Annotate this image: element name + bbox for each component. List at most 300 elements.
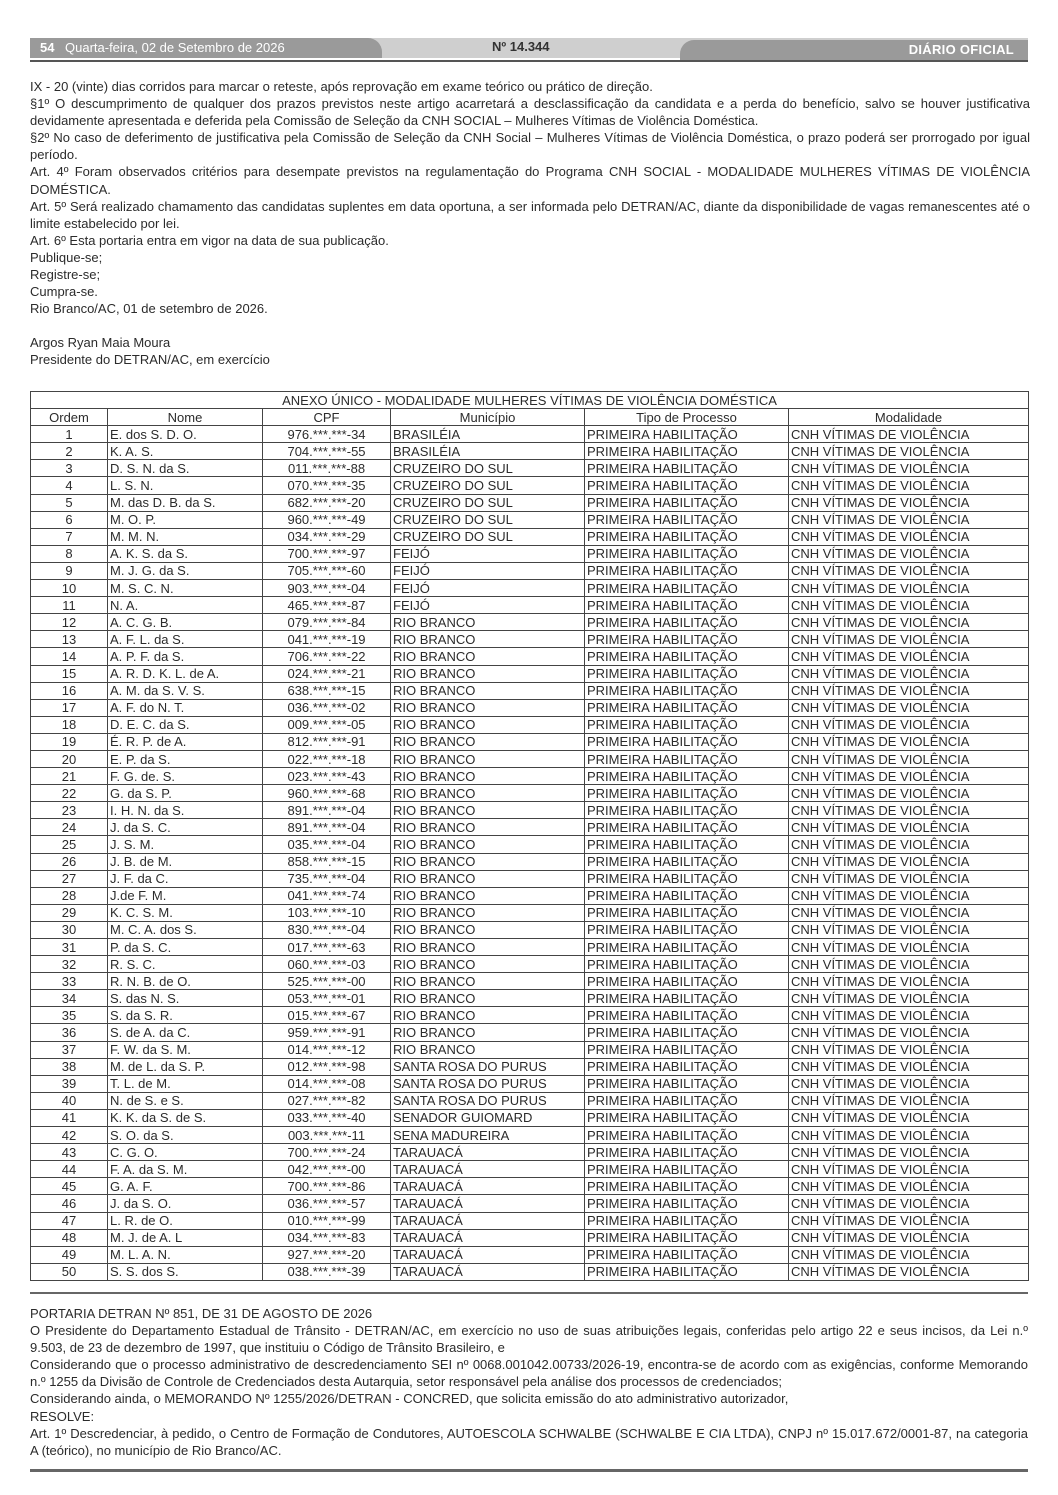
- cell-tipo-processo: PRIMEIRA HABILITAÇÃO: [585, 750, 789, 767]
- cell-municipio: FEIJÓ: [391, 580, 585, 597]
- cell-cpf: 014.***.***-08: [263, 1075, 391, 1092]
- cell-municipio: BRASILÉIA: [391, 426, 585, 443]
- cell-municipio: RIO BRANCO: [391, 750, 585, 767]
- cell-ordem: 29: [31, 904, 108, 921]
- table-row: [31, 973, 1029, 990]
- table-row: [31, 477, 1029, 494]
- cell-ordem: 18: [31, 716, 108, 733]
- cell-ordem: 45: [31, 1178, 108, 1195]
- cell-nome: R. N. B. de O.: [108, 973, 263, 990]
- table-row: [31, 1058, 1029, 1075]
- cell-ordem: 21: [31, 768, 108, 785]
- table-row: [31, 785, 1029, 802]
- cell-modalidade: CNH VÍTIMAS DE VIOLÊNCIA: [789, 682, 1029, 699]
- cell-municipio: FEIJÓ: [391, 545, 585, 562]
- cell-tipo-processo: PRIMEIRA HABILITAÇÃO: [585, 1263, 789, 1280]
- cell-modalidade: CNH VÍTIMAS DE VIOLÊNCIA: [789, 528, 1029, 545]
- cell-municipio: SANTA ROSA DO PURUS: [391, 1092, 585, 1109]
- col-header-ordem: Ordem: [31, 409, 108, 426]
- table-row: [31, 1178, 1029, 1195]
- cell-tipo-processo: PRIMEIRA HABILITAÇÃO: [585, 580, 789, 597]
- cell-tipo-processo: PRIMEIRA HABILITAÇÃO: [585, 443, 789, 460]
- cell-nome: A. P. F. da S.: [108, 648, 263, 665]
- cell-cpf: 903.***.***-04: [263, 580, 391, 597]
- cell-nome: G. A. F.: [108, 1178, 263, 1195]
- table-row: [31, 1144, 1029, 1161]
- cell-modalidade: CNH VÍTIMAS DE VIOLÊNCIA: [789, 1041, 1029, 1058]
- cell-modalidade: CNH VÍTIMAS DE VIOLÊNCIA: [789, 870, 1029, 887]
- cell-municipio: CRUZEIRO DO SUL: [391, 528, 585, 545]
- cell-tipo-processo: PRIMEIRA HABILITAÇÃO: [585, 1246, 789, 1263]
- table-row: [31, 1024, 1029, 1041]
- table-row: [31, 631, 1029, 648]
- cell-nome: K. C. S. M.: [108, 904, 263, 921]
- cell-tipo-processo: PRIMEIRA HABILITAÇÃO: [585, 1092, 789, 1109]
- cell-municipio: RIO BRANCO: [391, 699, 585, 716]
- cell-cpf: 700.***.***-86: [263, 1178, 391, 1195]
- cell-tipo-processo: PRIMEIRA HABILITAÇÃO: [585, 426, 789, 443]
- page-number: 54: [40, 40, 55, 55]
- cell-cpf: 705.***.***-60: [263, 562, 391, 579]
- cell-nome: L. R. de O.: [108, 1212, 263, 1229]
- cell-nome: S. S. dos S.: [108, 1263, 263, 1280]
- cell-tipo-processo: PRIMEIRA HABILITAÇÃO: [585, 1195, 789, 1212]
- table-row: [31, 921, 1029, 938]
- cell-nome: S. O. da S.: [108, 1127, 263, 1144]
- cell-municipio: RIO BRANCO: [391, 973, 585, 990]
- table-row: [31, 460, 1029, 477]
- cell-cpf: 036.***.***-57: [263, 1195, 391, 1212]
- cell-modalidade: CNH VÍTIMAS DE VIOLÊNCIA: [789, 733, 1029, 750]
- cell-cpf: 023.***.***-43: [263, 768, 391, 785]
- cell-cpf: 858.***.***-15: [263, 853, 391, 870]
- cell-modalidade: CNH VÍTIMAS DE VIOLÊNCIA: [789, 973, 1029, 990]
- cell-nome: F. W. da S. M.: [108, 1041, 263, 1058]
- table-row: [31, 426, 1029, 443]
- cell-nome: J.de F. M.: [108, 887, 263, 904]
- portaria-section: [30, 1305, 1028, 1459]
- cell-municipio: RIO BRANCO: [391, 956, 585, 973]
- cell-cpf: 027.***.***-82: [263, 1092, 391, 1109]
- cell-tipo-processo: PRIMEIRA HABILITAÇÃO: [585, 699, 789, 716]
- table-row: [31, 1041, 1029, 1058]
- table-row: [31, 836, 1029, 853]
- cell-cpf: 638.***.***-15: [263, 682, 391, 699]
- cell-tipo-processo: PRIMEIRA HABILITAÇÃO: [585, 494, 789, 511]
- table-row: [31, 733, 1029, 750]
- cell-cpf: 891.***.***-04: [263, 802, 391, 819]
- cell-cpf: 010.***.***-99: [263, 1212, 391, 1229]
- cell-modalidade: CNH VÍTIMAS DE VIOLÊNCIA: [789, 768, 1029, 785]
- paragraph-s2: §2º No caso de deferimento de justificativa pela Comissão de Seleção da CNH Social – Mulheres Vítimas de Violência Doméstica, o prazo poderá ser prorrogado por igual período.: [30, 130, 1030, 163]
- cell-modalidade: CNH VÍTIMAS DE VIOLÊNCIA: [789, 1246, 1029, 1263]
- cell-cpf: 011.***.***-88: [263, 460, 391, 477]
- cell-nome: T. L. de M.: [108, 1075, 263, 1092]
- cell-tipo-processo: PRIMEIRA HABILITAÇÃO: [585, 1109, 789, 1126]
- cell-tipo-processo: PRIMEIRA HABILITAÇÃO: [585, 921, 789, 938]
- cell-municipio: BRASILÉIA: [391, 443, 585, 460]
- cell-municipio: RIO BRANCO: [391, 836, 585, 853]
- paragraph-art6: Art. 6º Esta portaria entra em vigor na data de sua publicação.: [30, 232, 389, 248]
- cell-modalidade: CNH VÍTIMAS DE VIOLÊNCIA: [789, 597, 1029, 614]
- cell-cpf: 735.***.***-04: [263, 870, 391, 887]
- portaria-title: PORTARIA DETRAN Nº 851, DE 31 DE AGOSTO DE 2026: [30, 1306, 373, 1321]
- cell-ordem: 48: [31, 1229, 108, 1246]
- cell-municipio: CRUZEIRO DO SUL: [391, 511, 585, 528]
- table-row: [31, 1007, 1029, 1024]
- paragraph-s1: §1º O descumprimento de qualquer dos prazos previstos neste artigo acarretará a desclassificação da candidata e a perda do benefício, salvo se houver justificativa devidamente apresentada e deferida pela Comissão de Seleção da CNH SOCIAL – Mulheres Vítimas de Violência Doméstica.: [30, 96, 1030, 129]
- cell-modalidade: CNH VÍTIMAS DE VIOLÊNCIA: [789, 750, 1029, 767]
- cell-municipio: SANTA ROSA DO PURUS: [391, 1058, 585, 1075]
- cell-modalidade: CNH VÍTIMAS DE VIOLÊNCIA: [789, 460, 1029, 477]
- table-row: [31, 1195, 1029, 1212]
- cell-modalidade: CNH VÍTIMAS DE VIOLÊNCIA: [789, 648, 1029, 665]
- cell-ordem: 36: [31, 1024, 108, 1041]
- cell-cpf: 053.***.***-01: [263, 990, 391, 1007]
- cell-ordem: 27: [31, 870, 108, 887]
- cell-ordem: 13: [31, 631, 108, 648]
- portaria-art1: Art. 1º Descredenciar, à pedido, o Centro de Formação de Condutores, AUTOESCOLA SCHWALBE (SCHWALBE E CIA LTDA), CNPJ nº 15.017.672/0001-87, na categoria A (teórico), no município de Rio Branco/AC.: [30, 1425, 1028, 1458]
- cell-modalidade: CNH VÍTIMAS DE VIOLÊNCIA: [789, 545, 1029, 562]
- cell-nome: A. R. D. K. L. de A.: [108, 665, 263, 682]
- cell-ordem: 40: [31, 1092, 108, 1109]
- cell-tipo-processo: PRIMEIRA HABILITAÇÃO: [585, 1127, 789, 1144]
- cell-municipio: CRUZEIRO DO SUL: [391, 494, 585, 511]
- cell-modalidade: CNH VÍTIMAS DE VIOLÊNCIA: [789, 614, 1029, 631]
- col-header-nome: Nome: [108, 409, 263, 426]
- cell-municipio: RIO BRANCO: [391, 716, 585, 733]
- cell-cpf: 706.***.***-22: [263, 648, 391, 665]
- cell-cpf: 041.***.***-74: [263, 887, 391, 904]
- cell-ordem: 15: [31, 665, 108, 682]
- table-row: [31, 819, 1029, 836]
- cell-ordem: 41: [31, 1109, 108, 1126]
- cell-ordem: 38: [31, 1058, 108, 1075]
- cell-modalidade: CNH VÍTIMAS DE VIOLÊNCIA: [789, 802, 1029, 819]
- cell-modalidade: CNH VÍTIMAS DE VIOLÊNCIA: [789, 1212, 1029, 1229]
- table-row: [31, 1246, 1029, 1263]
- cell-ordem: 30: [31, 921, 108, 938]
- cell-modalidade: CNH VÍTIMAS DE VIOLÊNCIA: [789, 1058, 1029, 1075]
- cell-modalidade: CNH VÍTIMAS DE VIOLÊNCIA: [789, 1195, 1029, 1212]
- cell-tipo-processo: PRIMEIRA HABILITAÇÃO: [585, 1075, 789, 1092]
- col-header-municipio: Município: [391, 409, 585, 426]
- cell-ordem: 28: [31, 887, 108, 904]
- cell-ordem: 10: [31, 580, 108, 597]
- cell-nome: S. da S. R.: [108, 1007, 263, 1024]
- cell-cpf: 103.***.***-10: [263, 904, 391, 921]
- cell-tipo-processo: PRIMEIRA HABILITAÇÃO: [585, 614, 789, 631]
- paragraph-cumpra: Cumpra-se.: [30, 284, 98, 300]
- cell-nome: M. das D. B. da S.: [108, 494, 263, 511]
- cell-municipio: RIO BRANCO: [391, 1024, 585, 1041]
- cell-cpf: 014.***.***-12: [263, 1041, 391, 1058]
- cell-municipio: CRUZEIRO DO SUL: [391, 477, 585, 494]
- cell-nome: G. da S. P.: [108, 785, 263, 802]
- cell-tipo-processo: PRIMEIRA HABILITAÇÃO: [585, 1178, 789, 1195]
- table-row: [31, 1263, 1029, 1280]
- cell-ordem: 6: [31, 511, 108, 528]
- cell-municipio: RIO BRANCO: [391, 1041, 585, 1058]
- cell-nome: A. C. G. B.: [108, 614, 263, 631]
- paragraph-place-date: Rio Branco/AC, 01 de setembro de 2026.: [30, 301, 268, 317]
- cell-nome: P. da S. C.: [108, 939, 263, 956]
- cell-tipo-processo: PRIMEIRA HABILITAÇÃO: [585, 562, 789, 579]
- col-header-modalidade: Modalidade: [789, 409, 1029, 426]
- table-row: [31, 716, 1029, 733]
- cell-municipio: RIO BRANCO: [391, 939, 585, 956]
- cell-nome: A. M. da S. V. S.: [108, 682, 263, 699]
- cell-cpf: 003.***.***-11: [263, 1127, 391, 1144]
- cell-nome: R. S. C.: [108, 956, 263, 973]
- cell-cpf: 041.***.***-19: [263, 631, 391, 648]
- cell-cpf: 682.***.***-20: [263, 494, 391, 511]
- cell-cpf: 700.***.***-24: [263, 1144, 391, 1161]
- cell-nome: E. dos S. D. O.: [108, 426, 263, 443]
- cell-cpf: 960.***.***-68: [263, 785, 391, 802]
- cell-cpf: 525.***.***-00: [263, 973, 391, 990]
- cell-tipo-processo: PRIMEIRA HABILITAÇÃO: [585, 990, 789, 1007]
- cell-municipio: RIO BRANCO: [391, 921, 585, 938]
- cell-modalidade: CNH VÍTIMAS DE VIOLÊNCIA: [789, 1075, 1029, 1092]
- cell-cpf: 012.***.***-98: [263, 1058, 391, 1075]
- cell-cpf: 465.***.***-87: [263, 597, 391, 614]
- cell-nome: J. B. de M.: [108, 853, 263, 870]
- cell-modalidade: CNH VÍTIMAS DE VIOLÊNCIA: [789, 631, 1029, 648]
- cell-cpf: 038.***.***-39: [263, 1263, 391, 1280]
- paragraph-registre: Registre-se;: [30, 267, 101, 283]
- cell-tipo-processo: PRIMEIRA HABILITAÇÃO: [585, 1144, 789, 1161]
- cell-cpf: 035.***.***-04: [263, 836, 391, 853]
- cell-ordem: 1: [31, 426, 108, 443]
- portaria-considerando-1: Considerando que o processo administrativo de descredenciamento SEI nº 0068.001042.00733/2026-19, encontra-se de acordo com as exigências, conforme Memorando n.º 1255 da Divisão de Controle de Credenciados desta Autarquia, setor responsável pela análise dos processos de credenciados;: [30, 1357, 1028, 1390]
- signature-name: Argos Ryan Maia Moura: [30, 335, 171, 351]
- cell-cpf: 704.***.***-55: [263, 443, 391, 460]
- cell-municipio: RIO BRANCO: [391, 853, 585, 870]
- cell-tipo-processo: PRIMEIRA HABILITAÇÃO: [585, 956, 789, 973]
- cell-ordem: 35: [31, 1007, 108, 1024]
- cell-cpf: 036.***.***-02: [263, 699, 391, 716]
- cell-ordem: 5: [31, 494, 108, 511]
- cell-modalidade: CNH VÍTIMAS DE VIOLÊNCIA: [789, 1024, 1029, 1041]
- cell-modalidade: CNH VÍTIMAS DE VIOLÊNCIA: [789, 956, 1029, 973]
- cell-tipo-processo: PRIMEIRA HABILITAÇÃO: [585, 887, 789, 904]
- cell-tipo-processo: PRIMEIRA HABILITAÇÃO: [585, 545, 789, 562]
- cell-municipio: TARAUACÁ: [391, 1144, 585, 1161]
- annex-body: [31, 426, 1029, 1281]
- cell-nome: J. da S. C.: [108, 819, 263, 836]
- table-row: [31, 648, 1029, 665]
- table-row: [31, 511, 1029, 528]
- cell-municipio: TARAUACÁ: [391, 1263, 585, 1280]
- cell-ordem: 37: [31, 1041, 108, 1058]
- signature-role: Presidente do DETRAN/AC, em exercício: [30, 352, 270, 368]
- cell-tipo-processo: PRIMEIRA HABILITAÇÃO: [585, 648, 789, 665]
- table-row: [31, 1161, 1029, 1178]
- table-row: [31, 665, 1029, 682]
- cell-municipio: TARAUACÁ: [391, 1212, 585, 1229]
- cell-municipio: TARAUACÁ: [391, 1195, 585, 1212]
- table-row: [31, 1229, 1029, 1246]
- cell-tipo-processo: PRIMEIRA HABILITAÇÃO: [585, 939, 789, 956]
- cell-modalidade: CNH VÍTIMAS DE VIOLÊNCIA: [789, 939, 1029, 956]
- cell-municipio: RIO BRANCO: [391, 887, 585, 904]
- cell-municipio: FEIJÓ: [391, 562, 585, 579]
- cell-tipo-processo: PRIMEIRA HABILITAÇÃO: [585, 973, 789, 990]
- cell-cpf: 060.***.***-03: [263, 956, 391, 973]
- cell-cpf: 034.***.***-83: [263, 1229, 391, 1246]
- cell-modalidade: CNH VÍTIMAS DE VIOLÊNCIA: [789, 1127, 1029, 1144]
- cell-municipio: RIO BRANCO: [391, 648, 585, 665]
- cell-nome: S. das N. S.: [108, 990, 263, 1007]
- cell-nome: K. K. da S. de S.: [108, 1109, 263, 1126]
- cell-cpf: 830.***.***-04: [263, 921, 391, 938]
- cell-ordem: 20: [31, 750, 108, 767]
- journal-name: DIÁRIO OFICIAL: [908, 42, 1014, 57]
- cell-tipo-processo: PRIMEIRA HABILITAÇÃO: [585, 768, 789, 785]
- cell-modalidade: CNH VÍTIMAS DE VIOLÊNCIA: [789, 887, 1029, 904]
- cell-modalidade: CNH VÍTIMAS DE VIOLÊNCIA: [789, 562, 1029, 579]
- cell-ordem: 46: [31, 1195, 108, 1212]
- cell-cpf: 079.***.***-84: [263, 614, 391, 631]
- cell-nome: M. O. P.: [108, 511, 263, 528]
- cell-ordem: 25: [31, 836, 108, 853]
- cell-ordem: 17: [31, 699, 108, 716]
- cell-cpf: 034.***.***-29: [263, 528, 391, 545]
- portaria-resolve: RESOLVE:: [30, 1408, 95, 1424]
- cell-nome: J. S. M.: [108, 836, 263, 853]
- cell-cpf: 959.***.***-91: [263, 1024, 391, 1041]
- table-row: [31, 750, 1029, 767]
- cell-nome: J. da S. O.: [108, 1195, 263, 1212]
- cell-ordem: 33: [31, 973, 108, 990]
- cell-ordem: 24: [31, 819, 108, 836]
- cell-municipio: RIO BRANCO: [391, 819, 585, 836]
- cell-nome: A. F. do N. T.: [108, 699, 263, 716]
- cell-ordem: 16: [31, 682, 108, 699]
- cell-ordem: 43: [31, 1144, 108, 1161]
- cell-tipo-processo: PRIMEIRA HABILITAÇÃO: [585, 716, 789, 733]
- cell-tipo-processo: PRIMEIRA HABILITAÇÃO: [585, 785, 789, 802]
- cell-tipo-processo: PRIMEIRA HABILITAÇÃO: [585, 1058, 789, 1075]
- cell-cpf: 009.***.***-05: [263, 716, 391, 733]
- cell-ordem: 7: [31, 528, 108, 545]
- cell-municipio: RIO BRANCO: [391, 990, 585, 1007]
- cell-nome: M. J. G. da S.: [108, 562, 263, 579]
- cell-ordem: 9: [31, 562, 108, 579]
- cell-modalidade: CNH VÍTIMAS DE VIOLÊNCIA: [789, 785, 1029, 802]
- cell-municipio: TARAUACÁ: [391, 1246, 585, 1263]
- cell-nome: A. F. L. da S.: [108, 631, 263, 648]
- table-row: [31, 887, 1029, 904]
- cell-ordem: 39: [31, 1075, 108, 1092]
- cell-ordem: 19: [31, 733, 108, 750]
- paragraph-publique: Publique-se;: [30, 249, 103, 265]
- cell-cpf: 927.***.***-20: [263, 1246, 391, 1263]
- table-row: [31, 904, 1029, 921]
- paragraph-art4: Art. 4º Foram observados critérios para desempate previstos na regulamentação do Programa CNH SOCIAL - MODALIDADE MULHERES VÍTIMAS DE VIOLÊNCIA DOMÉSTICA.: [30, 164, 1030, 197]
- table-row: [31, 699, 1029, 716]
- cell-nome: M. M. N.: [108, 528, 263, 545]
- cell-ordem: 47: [31, 1212, 108, 1229]
- header-rule: [30, 60, 1028, 62]
- table-row: [31, 1127, 1029, 1144]
- cell-modalidade: CNH VÍTIMAS DE VIOLÊNCIA: [789, 904, 1029, 921]
- table-row: [31, 990, 1029, 1007]
- cell-nome: J. F. da C.: [108, 870, 263, 887]
- cell-tipo-processo: PRIMEIRA HABILITAÇÃO: [585, 528, 789, 545]
- cell-municipio: RIO BRANCO: [391, 1007, 585, 1024]
- cell-modalidade: CNH VÍTIMAS DE VIOLÊNCIA: [789, 511, 1029, 528]
- cell-cpf: 017.***.***-63: [263, 939, 391, 956]
- table-row: [31, 443, 1029, 460]
- cell-nome: É. R. P. de A.: [108, 733, 263, 750]
- cell-tipo-processo: PRIMEIRA HABILITAÇÃO: [585, 733, 789, 750]
- cell-municipio: RIO BRANCO: [391, 802, 585, 819]
- cell-ordem: 22: [31, 785, 108, 802]
- cell-nome: M. C. A. dos S.: [108, 921, 263, 938]
- table-row: [31, 614, 1029, 631]
- cell-nome: D. S. N. da S.: [108, 460, 263, 477]
- portaria-preamble: O Presidente do Departamento Estadual de Trânsito - DETRAN/AC, em exercício no uso de suas atribuições legais, conferidas pelo artigo 22 e seus incisos, da Lei n.º 9.503, de 23 de dezembro de 1997, que instituiu o Código de Trânsito Brasileiro, e: [30, 1323, 1028, 1356]
- cell-cpf: 042.***.***-00: [263, 1161, 391, 1178]
- cell-modalidade: CNH VÍTIMAS DE VIOLÊNCIA: [789, 1161, 1029, 1178]
- annex-title: ANEXO ÚNICO - MODALIDADE MULHERES VÍTIMAS DE VIOLÊNCIA DOMÉSTICA: [31, 392, 1029, 409]
- cell-nome: N. de S. e S.: [108, 1092, 263, 1109]
- cell-tipo-processo: PRIMEIRA HABILITAÇÃO: [585, 477, 789, 494]
- cell-nome: M. de L. da S. P.: [108, 1058, 263, 1075]
- cell-modalidade: CNH VÍTIMAS DE VIOLÊNCIA: [789, 1092, 1029, 1109]
- cell-cpf: 070.***.***-35: [263, 477, 391, 494]
- cell-nome: F. G. de. S.: [108, 768, 263, 785]
- cell-cpf: 891.***.***-04: [263, 819, 391, 836]
- cell-municipio: RIO BRANCO: [391, 785, 585, 802]
- table-row: [31, 870, 1029, 887]
- cell-ordem: 42: [31, 1127, 108, 1144]
- cell-modalidade: CNH VÍTIMAS DE VIOLÊNCIA: [789, 853, 1029, 870]
- cell-ordem: 23: [31, 802, 108, 819]
- cell-modalidade: CNH VÍTIMAS DE VIOLÊNCIA: [789, 1144, 1029, 1161]
- table-row: [31, 1109, 1029, 1126]
- cell-tipo-processo: PRIMEIRA HABILITAÇÃO: [585, 1007, 789, 1024]
- cell-modalidade: CNH VÍTIMAS DE VIOLÊNCIA: [789, 1109, 1029, 1126]
- cell-tipo-processo: PRIMEIRA HABILITAÇÃO: [585, 1024, 789, 1041]
- cell-municipio: SENADOR GUIOMARD: [391, 1109, 585, 1126]
- cell-municipio: FEIJÓ: [391, 597, 585, 614]
- page-header: [30, 38, 1028, 62]
- cell-municipio: RIO BRANCO: [391, 904, 585, 921]
- annex-table: [30, 391, 1029, 1281]
- top-text: [30, 78, 1030, 369]
- cell-tipo-processo: PRIMEIRA HABILITAÇÃO: [585, 1161, 789, 1178]
- cell-ordem: 50: [31, 1263, 108, 1280]
- cell-cpf: 812.***.***-91: [263, 733, 391, 750]
- cell-tipo-processo: PRIMEIRA HABILITAÇÃO: [585, 819, 789, 836]
- issue-number: Nº 14.344: [492, 39, 550, 54]
- cell-tipo-processo: PRIMEIRA HABILITAÇÃO: [585, 853, 789, 870]
- cell-municipio: RIO BRANCO: [391, 870, 585, 887]
- cell-municipio: RIO BRANCO: [391, 614, 585, 631]
- paragraph-art5: Art. 5º Será realizado chamamento das candidatas suplentes em data oportuna, a ser informada pelo DETRAN/AC, diante da disponibilidade de vagas remanescentes até o limite estabelecido por lei.: [30, 198, 1030, 231]
- cell-municipio: RIO BRANCO: [391, 682, 585, 699]
- cell-cpf: 022.***.***-18: [263, 750, 391, 767]
- cell-ordem: 31: [31, 939, 108, 956]
- cell-tipo-processo: PRIMEIRA HABILITAÇÃO: [585, 631, 789, 648]
- cell-ordem: 34: [31, 990, 108, 1007]
- cell-ordem: 44: [31, 1161, 108, 1178]
- cell-ordem: 14: [31, 648, 108, 665]
- cell-municipio: RIO BRANCO: [391, 665, 585, 682]
